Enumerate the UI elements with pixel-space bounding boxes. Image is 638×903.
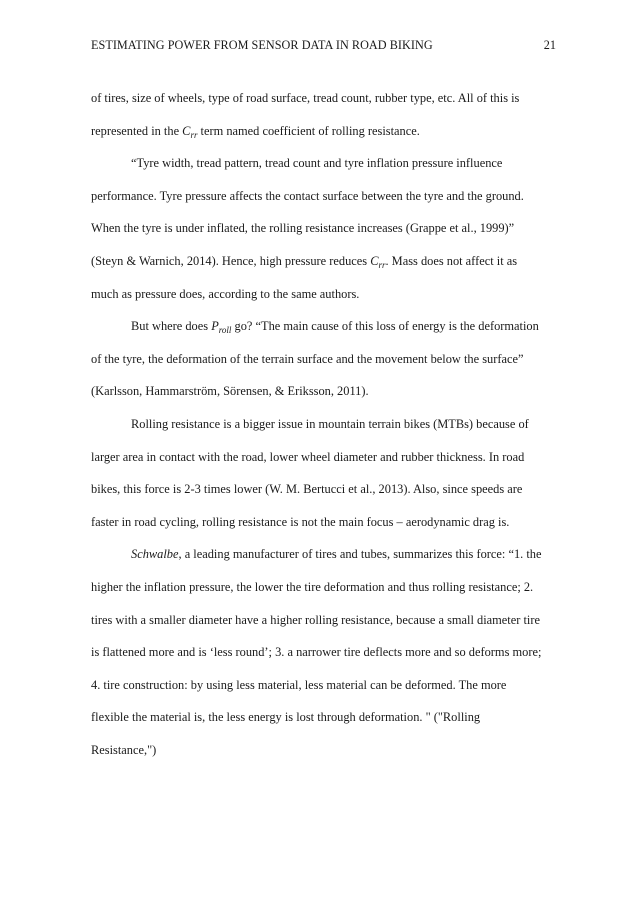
text-span: performance. Tyre pressure affects the contact surface between the tyre and the ground. <box>91 188 524 203</box>
text-line <box>91 218 514 238</box>
text-line <box>131 544 541 564</box>
text-span: . Mass does not affect it as <box>385 254 518 268</box>
text-line <box>91 577 533 597</box>
text-line <box>91 88 519 108</box>
text-span: higher the inflation pressure, the lower the tire deformation and thus rolling resistance; 2. <box>91 580 534 594</box>
text-span: Resistance,") <box>91 743 157 757</box>
text-line <box>91 479 522 499</box>
text-span: bikes, this force is 2-3 times lower (W. M. Bertucci et al., 2013). Also, since speeds are <box>91 482 523 497</box>
text-line <box>131 153 502 173</box>
italic-span: C <box>370 254 379 268</box>
subscript-span: rr <box>378 260 386 270</box>
text-span: much as pressure does, according to the same authors. <box>91 286 360 301</box>
text-line <box>91 284 359 304</box>
text-span: faster in road cycling, rolling resistance is not the main focus – aerodynamic drag is. <box>91 514 510 529</box>
text-span: 4. tire construction: by using less material, less material can be deformed. The more <box>91 677 507 692</box>
subscript-span: roll <box>218 325 232 336</box>
text-span: flexible the material is, the less energy is lost through deformation. " ("Rolling <box>91 710 481 725</box>
italic-span: C <box>182 123 191 138</box>
text-span: “Tyre width, tread pattern, tread count and tyre inflation pressure influence <box>131 156 503 171</box>
emphasis <box>211 319 219 333</box>
text-line <box>91 642 541 662</box>
text-span: tires with a smaller diameter have a higher rolling resistance, because a small diameter tire <box>91 612 540 627</box>
text-line <box>91 186 524 206</box>
text-span: of the tyre, the deformation of the terrain surface and the movement below the surface” <box>91 351 524 366</box>
text-line <box>91 121 420 141</box>
running-head-title: ESTIMATING POWER FROM SENSOR DATA IN ROAD BIKING <box>91 38 433 52</box>
text-line <box>91 740 156 760</box>
text-line <box>91 512 509 532</box>
text-span: represented in the <box>91 123 183 138</box>
text-line <box>91 251 517 271</box>
italic-span: P <box>211 319 219 334</box>
text-line <box>91 707 480 727</box>
text-span: (Karlsson, Hammarström, Sörensen, & Eriksson, 2011). <box>91 384 369 399</box>
text-line <box>91 381 369 401</box>
emphasis <box>218 319 232 336</box>
text-span: (Steyn & Warnich, 2014). Hence, high pressure reduces <box>91 254 371 268</box>
text-span: term named coefficient of rolling resistance. <box>197 123 420 138</box>
text-line <box>131 316 539 336</box>
subscript-span: rr <box>190 129 198 140</box>
emphasis <box>131 547 179 561</box>
text-span: But where does <box>131 319 212 334</box>
text-span: , a leading manufacturer of tires and tubes, summarizes this force: “1. the <box>178 547 542 562</box>
italic-span: Schwalbe <box>131 547 179 562</box>
page-number: 21 <box>543 38 556 52</box>
text-line <box>91 675 506 695</box>
text-span: is flattened more and is ‘less round’; 3. a narrower tire deflects more and so deforms more; <box>91 645 542 660</box>
text-span: larger area in contact with the road, lower wheel diameter and rubber thickness. In road <box>91 449 525 464</box>
text-span: Rolling resistance is a bigger issue in mountain terrain bikes (MTBs) because of <box>131 417 529 431</box>
text-line <box>131 414 529 434</box>
text-line <box>91 349 523 369</box>
text-span: go? “The main cause of this loss of energy is the deformation <box>231 319 539 334</box>
text-span: When the tyre is under inflated, the rolling resistance increases (Grappe et al., 1999)” <box>91 221 515 236</box>
text-span: of tires, size of wheels, type of road surface, tread count, rubber type, etc. All of this is <box>91 91 520 105</box>
text-line <box>91 447 524 467</box>
text-line <box>91 610 540 630</box>
